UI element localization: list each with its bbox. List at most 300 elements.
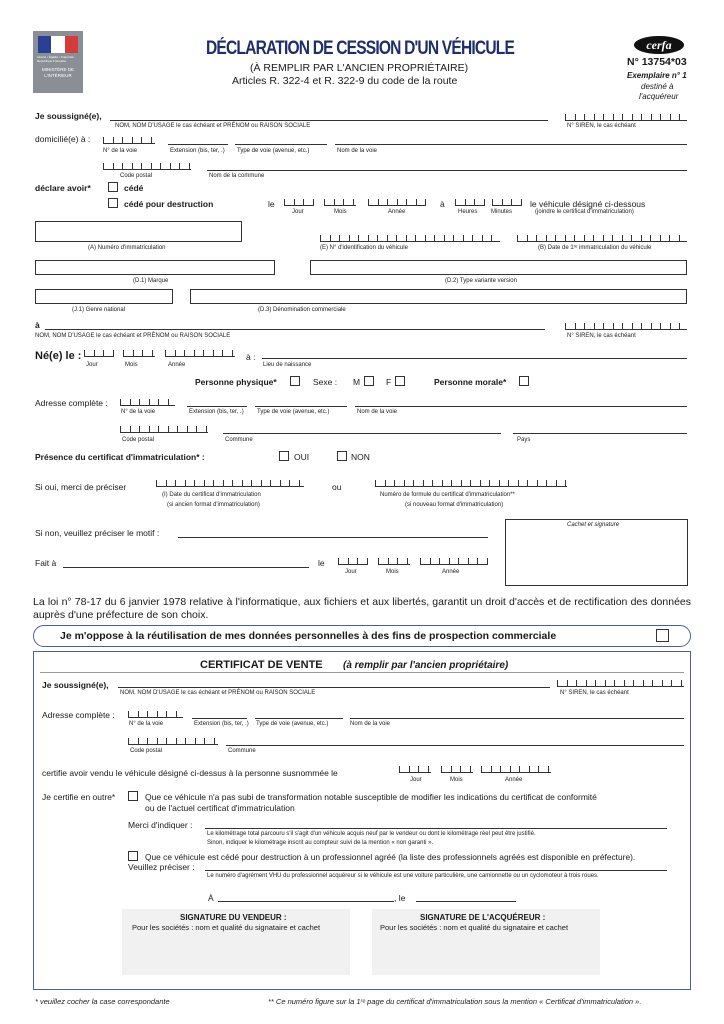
seller-code-postal[interactable] [103, 160, 191, 170]
cert-certify-text: certifie avoir vendu le véhicule désigné ci-dessus à la personne susnommée le [42, 768, 338, 778]
fait-a-label: Fait à [35, 558, 57, 568]
comb-tick [330, 235, 331, 241]
comb-tick [158, 399, 159, 405]
fait-date-mois[interactable] [378, 555, 410, 565]
seller-siren-hint: N° SIREN, le cas échéant [567, 123, 636, 129]
logo-motto: Liberté • Égalité • Fraternité République Française [37, 55, 74, 63]
comb-tick [633, 680, 634, 686]
law-text: La loi n° 78-17 du 6 janvier 1978 relative à l'informatique, aux fichiers et aux libertés, garantit un droit d'accès et de rectification des données auprès d'une préfecture de son choix. [33, 596, 691, 621]
ceded-checkbox[interactable] [108, 182, 118, 192]
declare-join-cert: (joindre le certificat d'immatriculation) [535, 209, 634, 215]
morale-checkbox[interactable] [519, 376, 529, 386]
oppose-checkbox[interactable] [656, 629, 669, 642]
buyer-commune[interactable] [223, 433, 501, 434]
comb-tick [492, 199, 493, 205]
comb-tick [141, 163, 142, 169]
seller-commune[interactable] [207, 170, 687, 171]
ceded-label: cédé [124, 183, 144, 193]
buyer-pays[interactable] [513, 433, 687, 434]
comb-tick [537, 480, 538, 486]
seller-type-voie-hint: Type de voie (avenue, etc.) [237, 148, 310, 154]
declare-mois-hint: Mois [334, 209, 347, 215]
no-transform-text-2: ou de l'actuel certificat d'immatriculation [145, 803, 295, 813]
comb-tick [521, 199, 522, 205]
comb-tick [397, 558, 398, 564]
comb-tick [142, 350, 143, 356]
cert-commune[interactable] [226, 745, 684, 746]
comb-tick [128, 738, 129, 744]
fait-a-field[interactable] [63, 567, 309, 568]
comb-tick [196, 426, 197, 432]
comb-tick [334, 199, 335, 205]
comb-tick [594, 114, 595, 120]
no-transform-text-1: Que ce véhicule n'a pas subi de transformation notable susceptible de modifier les indications du certificat de conformité [145, 792, 597, 802]
comb-tick [339, 235, 340, 241]
buyer-a-label: à [35, 320, 40, 330]
comb-tick [132, 163, 133, 169]
vehicle-brand-hint: (D.1) Marque [133, 278, 169, 284]
comb-tick [474, 199, 475, 205]
km-hint-2: Sinon, indiquer le kilométrage inscrit au compteur suivi de la mention « non garanti ». [207, 840, 434, 846]
merci-label: Merci d'indiquer : [128, 820, 193, 830]
comb-tick [394, 480, 395, 486]
destruction-checkbox[interactable] [128, 851, 138, 861]
comb-tick [499, 480, 500, 486]
comb-tick [425, 235, 426, 241]
buyer-mois-hint: Mois [125, 362, 138, 368]
vehicle-type-variant-field[interactable] [310, 260, 687, 275]
seller-label: Je soussigné(e), [35, 111, 102, 121]
comb-tick [472, 235, 473, 241]
comb-tick [166, 738, 167, 744]
stamp-box[interactable] [505, 519, 688, 586]
comb-tick [555, 235, 556, 241]
comb-tick [455, 199, 456, 205]
buyer-birthplace-hint: Lieu de naissance [263, 362, 312, 368]
comb-tick [484, 199, 485, 205]
cert-code-postal[interactable] [128, 735, 218, 745]
vehicle-brand-field[interactable] [35, 260, 275, 275]
comb-tick [294, 199, 295, 205]
seller-signature-note: Pour les sociétés : nom et qualité du signataire et cachet [132, 923, 321, 932]
vehicle-type-variant-hint: (D.2) Type variante version [445, 278, 517, 284]
comb-tick [624, 680, 625, 686]
comb-tick [195, 738, 196, 744]
comb-tick [168, 399, 169, 405]
comb-tick [453, 235, 454, 241]
sexe-m-checkbox[interactable] [364, 376, 374, 386]
buyer-num-voie-hint: N° de la voie [121, 409, 156, 415]
footer-note-1: * veuillez cocher la case correspondante [35, 997, 170, 1006]
form-articles: Articles R. 322-4 et R. 322-9 du code de la route [232, 75, 458, 87]
ceded-destruction-label: cédé pour destruction [124, 199, 214, 209]
comb-tick [430, 558, 431, 564]
comb-tick [565, 323, 566, 329]
comb-tick [575, 323, 576, 329]
declare-annee-hint: Année [388, 209, 406, 215]
comb-tick [194, 350, 195, 356]
comb-tick [603, 323, 604, 329]
comb-tick [527, 235, 528, 241]
cerfa-logo: cerfa [634, 36, 684, 54]
comb-tick [451, 480, 452, 486]
comb-tick [614, 680, 615, 686]
cert-sale-jour[interactable] [399, 763, 431, 773]
comb-tick [179, 163, 180, 169]
buyer-siren-field[interactable] [565, 320, 687, 330]
cert-date-field[interactable] [156, 477, 304, 487]
vehicle-commercial-field[interactable] [190, 289, 687, 304]
seller-siren-field[interactable] [565, 111, 687, 121]
cert-nom-voie[interactable] [350, 718, 684, 719]
comb-tick [584, 235, 585, 241]
comb-tick [423, 480, 424, 486]
oppose-text: Je m'oppose à la réutilisation de mes données personnelles à des fins de prospection commerciale [60, 630, 557, 642]
comb-tick [189, 163, 190, 169]
comb-tick [622, 323, 623, 329]
declare-heures[interactable] [455, 196, 485, 206]
cert-type-voie[interactable] [255, 718, 343, 719]
comb-tick [113, 350, 114, 356]
comb-tick [158, 426, 159, 432]
buyer-num-voie[interactable] [120, 396, 175, 406]
morale-label: Personne morale* [434, 377, 507, 387]
declare-label: déclare avoir* [35, 183, 91, 193]
comb-tick [166, 480, 167, 486]
declare-heures-hint: Heures [458, 209, 478, 215]
declare-le: le [268, 199, 275, 209]
sexe-f-checkbox[interactable] [395, 376, 405, 386]
declare-minutes[interactable] [492, 196, 522, 206]
declare-jour-hint: Jour [292, 209, 304, 215]
comb-tick [548, 766, 549, 772]
sexe-label: Sexe : [313, 377, 338, 387]
vehicle-first-date-field[interactable] [517, 232, 687, 242]
sexe-f-label: F [386, 377, 392, 387]
comb-tick [168, 426, 169, 432]
comb-tick [223, 480, 224, 486]
comb-tick [593, 235, 594, 241]
buyer-name-field[interactable] [45, 329, 545, 330]
comb-tick [404, 480, 405, 486]
veuillez-label: Veuillez préciser : [128, 862, 195, 872]
formule-field[interactable] [375, 477, 567, 487]
buyer-type-voie[interactable] [255, 406, 347, 407]
comb-tick [565, 480, 566, 486]
si-non-label: Si non, veuillez préciser le motif : [35, 528, 160, 538]
comb-tick [632, 114, 633, 120]
vehicle-genre-field[interactable] [35, 289, 173, 304]
presence-oui-checkbox[interactable] [279, 451, 289, 461]
vehicle-commercial-hint: (D.3) Dénomination commerciale [258, 307, 346, 313]
comb-tick [425, 199, 426, 205]
comb-tick [557, 680, 558, 686]
comb-tick [622, 114, 623, 120]
comb-tick [477, 558, 478, 564]
comb-tick [138, 711, 139, 717]
comb-tick [130, 399, 131, 405]
comb-tick [185, 480, 186, 486]
comb-tick [289, 480, 290, 486]
comb-tick [613, 114, 614, 120]
seller-name-hint: NOM, NOM D'USAGE le cas échéant et PRÉNOM ou RAISON SOCIALE [115, 123, 311, 129]
cert-commune-hint: Commune [228, 748, 256, 754]
cert-a-field[interactable] [218, 901, 394, 902]
comb-tick [662, 680, 663, 686]
fait-date-jour[interactable] [338, 555, 368, 565]
comb-tick [397, 199, 398, 205]
comb-tick [377, 235, 378, 241]
comb-tick [349, 235, 350, 241]
buyer-code-postal[interactable] [120, 423, 208, 433]
vehicle-immat-field[interactable] [35, 221, 242, 242]
comb-tick [432, 480, 433, 486]
seller-domicile-label: domicilié(e) à : [35, 134, 91, 144]
form-subtitle: (À REMPLIR PAR L'ANCIEN PROPRIÉTAIRE) [250, 62, 469, 74]
fait-date-annee[interactable] [420, 555, 488, 565]
comb-tick [519, 766, 520, 772]
comb-tick [651, 323, 652, 329]
cert-address-label: Adresse complète : [42, 710, 115, 720]
cert-more-label: Je certifie en outre* [42, 792, 116, 802]
vehicle-first-date-hint: (B) Date de 1ʳᵉ immatriculation du véhicule [538, 245, 652, 251]
comb-tick [669, 235, 670, 241]
seller-num-voie[interactable] [103, 134, 155, 144]
comb-tick [491, 766, 492, 772]
si-oui-label: Si oui, merci de préciser [35, 482, 127, 492]
comb-tick [594, 323, 595, 329]
form-title: DÉCLARATION DE CESSION D'UN VÉHICULE [206, 38, 515, 59]
comb-tick [481, 766, 482, 772]
comb-tick [567, 680, 568, 686]
declare-a: à [440, 199, 445, 209]
cert-seller-name[interactable] [118, 687, 550, 688]
declare-date-jour[interactable] [284, 196, 314, 206]
comb-tick [575, 114, 576, 120]
comb-tick [242, 480, 243, 486]
comb-tick [160, 163, 161, 169]
comb-tick [491, 235, 492, 241]
comb-tick [439, 558, 440, 564]
km-field[interactable] [205, 828, 667, 829]
comb-tick [357, 558, 358, 564]
comb-tick [670, 114, 671, 120]
comb-tick [413, 480, 414, 486]
sexe-m-label: M [353, 377, 361, 387]
seller-name-field[interactable] [110, 120, 548, 121]
seller-code-postal-hint: Code postal [120, 173, 153, 179]
comb-tick [595, 680, 596, 686]
comb-tick [103, 137, 104, 143]
comb-tick [170, 163, 171, 169]
cert-seller-label: Je soussigné(e), [42, 680, 109, 690]
comb-tick [681, 680, 682, 686]
comb-tick [185, 738, 186, 744]
buyer-annee-hint: Année [168, 362, 186, 368]
fait-mois-hint: Mois [386, 569, 399, 575]
comb-tick [632, 323, 633, 329]
comb-tick [139, 426, 140, 432]
declare-date-mois[interactable] [324, 196, 356, 206]
cert-num-voie-hint: N° de la voie [129, 721, 164, 727]
comb-tick [152, 350, 153, 356]
comb-tick [576, 680, 577, 686]
buyer-name-hint: NOM, NOM D'USAGE le cas échéant et PRÉNOM ou RAISON SOCIALE [35, 333, 231, 339]
comb-tick [338, 558, 339, 564]
comb-tick [388, 558, 389, 564]
comb-tick [194, 480, 195, 486]
buyer-birth-annee[interactable] [165, 347, 235, 357]
vhu-field[interactable] [205, 870, 667, 871]
comb-tick [613, 323, 614, 329]
comb-tick [176, 711, 177, 717]
cert-sale-mois[interactable] [441, 763, 473, 773]
comb-tick [284, 199, 285, 205]
comb-tick [348, 558, 349, 564]
comb-tick [303, 199, 304, 205]
fait-jour-hint: Jour [345, 569, 357, 575]
comb-tick [387, 199, 388, 205]
comb-tick [138, 738, 139, 744]
certificate-title-rule [40, 672, 684, 673]
comb-tick [213, 350, 214, 356]
comb-tick [130, 426, 131, 432]
comb-tick [157, 738, 158, 744]
comb-tick [517, 235, 518, 241]
seller-nom-voie[interactable] [335, 144, 687, 145]
comb-tick [463, 235, 464, 241]
vehicle-vin-field[interactable] [320, 232, 500, 242]
physique-checkbox[interactable] [290, 376, 300, 386]
vehicle-genre-hint: (J.1) Genre national [72, 307, 126, 313]
comb-tick [120, 426, 121, 432]
comb-tick [141, 137, 142, 143]
cert-siren-hint: N° SIREN, le cas échéant [560, 690, 629, 696]
comb-tick [407, 558, 408, 564]
comb-tick [204, 480, 205, 486]
comb-tick [203, 350, 204, 356]
comb-tick [500, 766, 501, 772]
buyer-extension[interactable] [187, 406, 247, 407]
comb-tick [451, 766, 452, 772]
comb-tick [187, 426, 188, 432]
comb-tick [460, 766, 461, 772]
seller-extension-hint: Extension (bis, ter, .) [170, 148, 225, 154]
comb-tick [367, 558, 368, 564]
cert-num-voie[interactable] [128, 708, 183, 718]
seller-type-voie[interactable] [235, 144, 327, 145]
comb-tick [434, 235, 435, 241]
cert-sale-annee[interactable] [481, 763, 551, 773]
cert-extension[interactable] [192, 718, 247, 719]
declare-date-annee[interactable] [368, 196, 426, 206]
seller-extension[interactable] [168, 144, 228, 145]
comb-tick [378, 558, 379, 564]
comb-tick [415, 235, 416, 241]
comb-tick [461, 480, 462, 486]
comb-tick [641, 114, 642, 120]
comb-tick [214, 738, 215, 744]
comb-tick [420, 558, 421, 564]
comb-tick [510, 766, 511, 772]
comb-tick [123, 350, 124, 356]
comb-tick [165, 350, 166, 356]
formule-hint-2: (si nouveau format d'immatriculation) [405, 502, 504, 508]
buyer-signature-title: SIGNATURE DE L'ACQUÉREUR : [420, 913, 546, 922]
comb-tick [387, 235, 388, 241]
vhu-hint: Le numéro d'agrément VHU du professionnel acquéreur si le véhicule est une voiture particulière, une camionnette ou un cyclomoteur à trois roues. [207, 873, 599, 879]
buyer-nom-voie[interactable] [355, 406, 687, 407]
comb-tick [660, 114, 661, 120]
km-hint-1: Le kilométrage total parcouru s'il s'agit d'un véhicule acquis neuf par le vendeur ou dont le kilométrage réel peut être justifié. [207, 831, 536, 837]
comb-tick [270, 480, 271, 486]
comb-tick [470, 766, 471, 772]
certificate-title: CERTIFICAT DE VENTE [200, 659, 323, 671]
comb-tick [166, 711, 167, 717]
buyer-nom-voie-hint: Nom de la voie [357, 409, 398, 415]
buyer-at-label: à : [246, 352, 256, 362]
comb-tick [650, 235, 651, 241]
form-number: N° 13754*03 [627, 56, 687, 68]
comb-tick [358, 235, 359, 241]
cert-le-field[interactable] [416, 901, 516, 902]
comb-tick [565, 235, 566, 241]
ou-label: ou [332, 482, 342, 492]
comb-tick [232, 350, 233, 356]
motif-field[interactable] [178, 537, 488, 538]
comb-tick [482, 235, 483, 241]
comb-tick [343, 199, 344, 205]
buyer-commune-hint: Commune [225, 437, 253, 443]
comb-tick [175, 480, 176, 486]
buyer-birth-jour[interactable] [84, 347, 114, 357]
comb-tick [213, 480, 214, 486]
logo-ministry: MINISTÈRE DE L'INTÉRIEUR [41, 67, 74, 78]
comb-tick [122, 163, 123, 169]
presence-non-checkbox[interactable] [337, 451, 347, 461]
comb-tick [177, 426, 178, 432]
presence-oui-label: OUI [294, 452, 310, 462]
french-flag-icon [38, 36, 78, 53]
comb-tick [133, 350, 134, 356]
comb-tick [527, 480, 528, 486]
no-transform-checkbox[interactable] [128, 791, 138, 801]
comb-tick [353, 199, 354, 205]
comb-tick [660, 323, 661, 329]
buyer-birthplace-field[interactable] [262, 358, 687, 359]
comb-tick [147, 738, 148, 744]
comb-tick [641, 323, 642, 329]
comb-tick [94, 350, 95, 356]
comb-tick [139, 399, 140, 405]
ceded-destruction-checkbox[interactable] [108, 198, 118, 208]
cert-annee-hint: Année [505, 777, 523, 783]
comb-tick [465, 199, 466, 205]
presence-label: Présence du certificat d'immatriculation* : [35, 452, 205, 462]
buyer-birth-mois[interactable] [123, 347, 155, 357]
comb-tick [489, 480, 490, 486]
comb-tick [605, 680, 606, 686]
comb-tick [378, 199, 379, 205]
cert-a-label: À [208, 893, 214, 903]
fait-le-label: le [318, 558, 325, 568]
comb-tick [679, 114, 680, 120]
comb-tick [176, 738, 177, 744]
comb-tick [399, 766, 400, 772]
comb-tick [184, 350, 185, 356]
cert-seller-siren[interactable] [557, 677, 684, 687]
comb-tick [470, 480, 471, 486]
